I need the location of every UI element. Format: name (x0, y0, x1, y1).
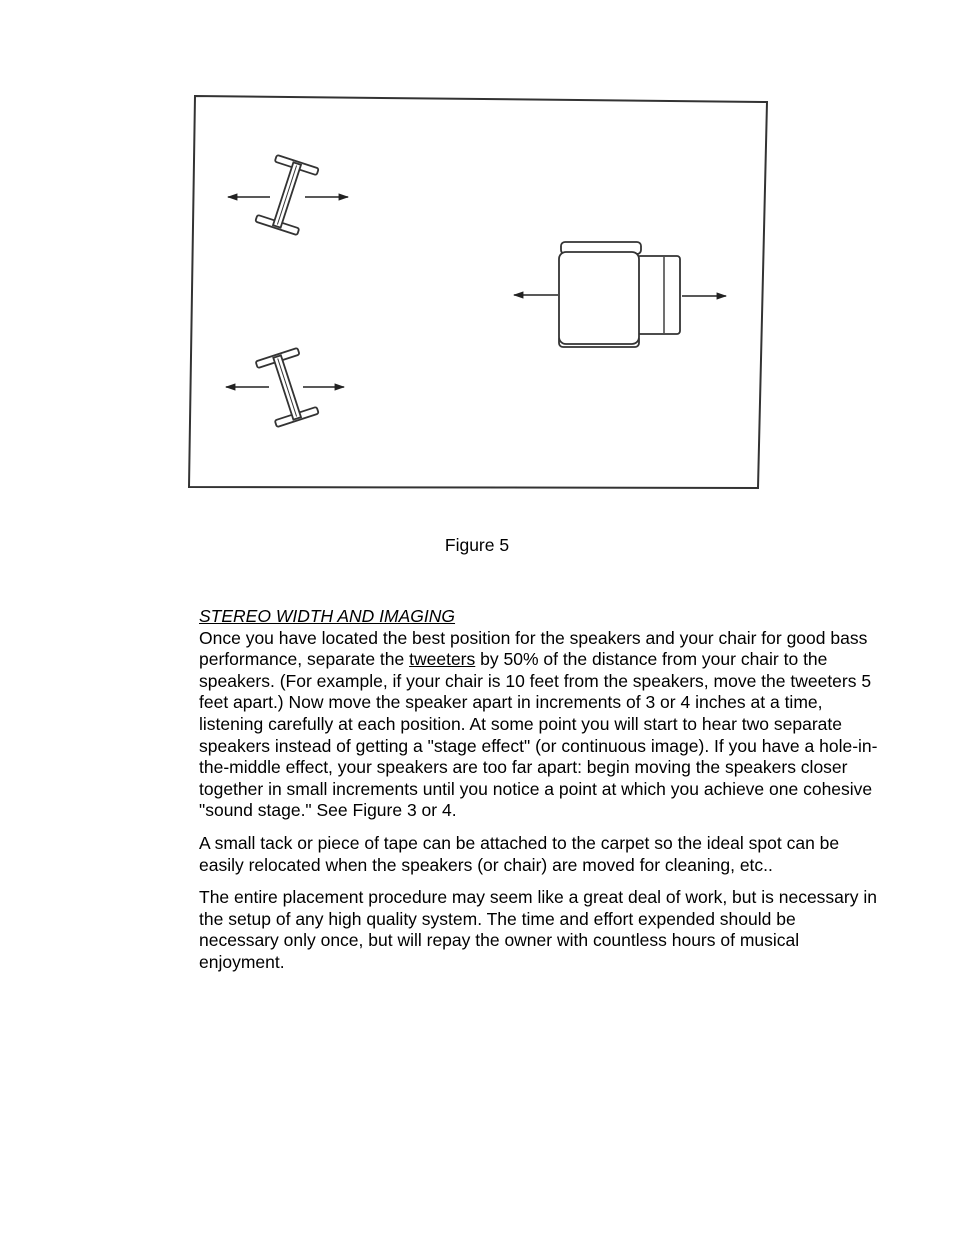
paragraph-1 (199, 628, 879, 822)
speaker-top-icon (255, 155, 318, 235)
figure-caption: Figure 5 (444, 535, 510, 555)
paragraph-3: The entire placement procedure may seem like a great deal of work, but is necessary in the setup of any high quality system. The time and effort expended should be necessary only once, but will repay the owner with countless hours of musical enjoyment. (199, 887, 877, 972)
section-content (199, 606, 879, 985)
chair-icon (559, 242, 680, 347)
tweeters-link: tweeters (409, 649, 476, 670)
figure-5-diagram (186, 92, 772, 494)
paragraph-1-text-a: Once you have located the best position for the speakers and your chair for good bass performance, separate the (199, 627, 868, 670)
paragraph-1-text-b: by 50% of the distance from your chair to the speakers. (For example, if your chair is 10 feet from the speakers, move the tweeters 5 feet apart.) Now move the speaker apart in increments of 3 or 4 inches at a time, listening carefully at each position. At some point you will start to hear two separate speakers instead of getting a "stage effect" (or continuous image). If you have a hole-in-the-middle effect, your speakers are too far apart: begin moving the speakers closer together in small increments until you notice a point at which you achieve one cohesive "sound stage." See Figure 3 or 4. (199, 649, 878, 821)
paragraph-2: A small tack or piece of tape can be attached to the carpet so the ideal spot can be easily relocated when the speakers (or chair) are moved for cleaning, etc.. (199, 832, 840, 875)
section-heading: STEREO WIDTH AND IMAGING (199, 606, 456, 626)
